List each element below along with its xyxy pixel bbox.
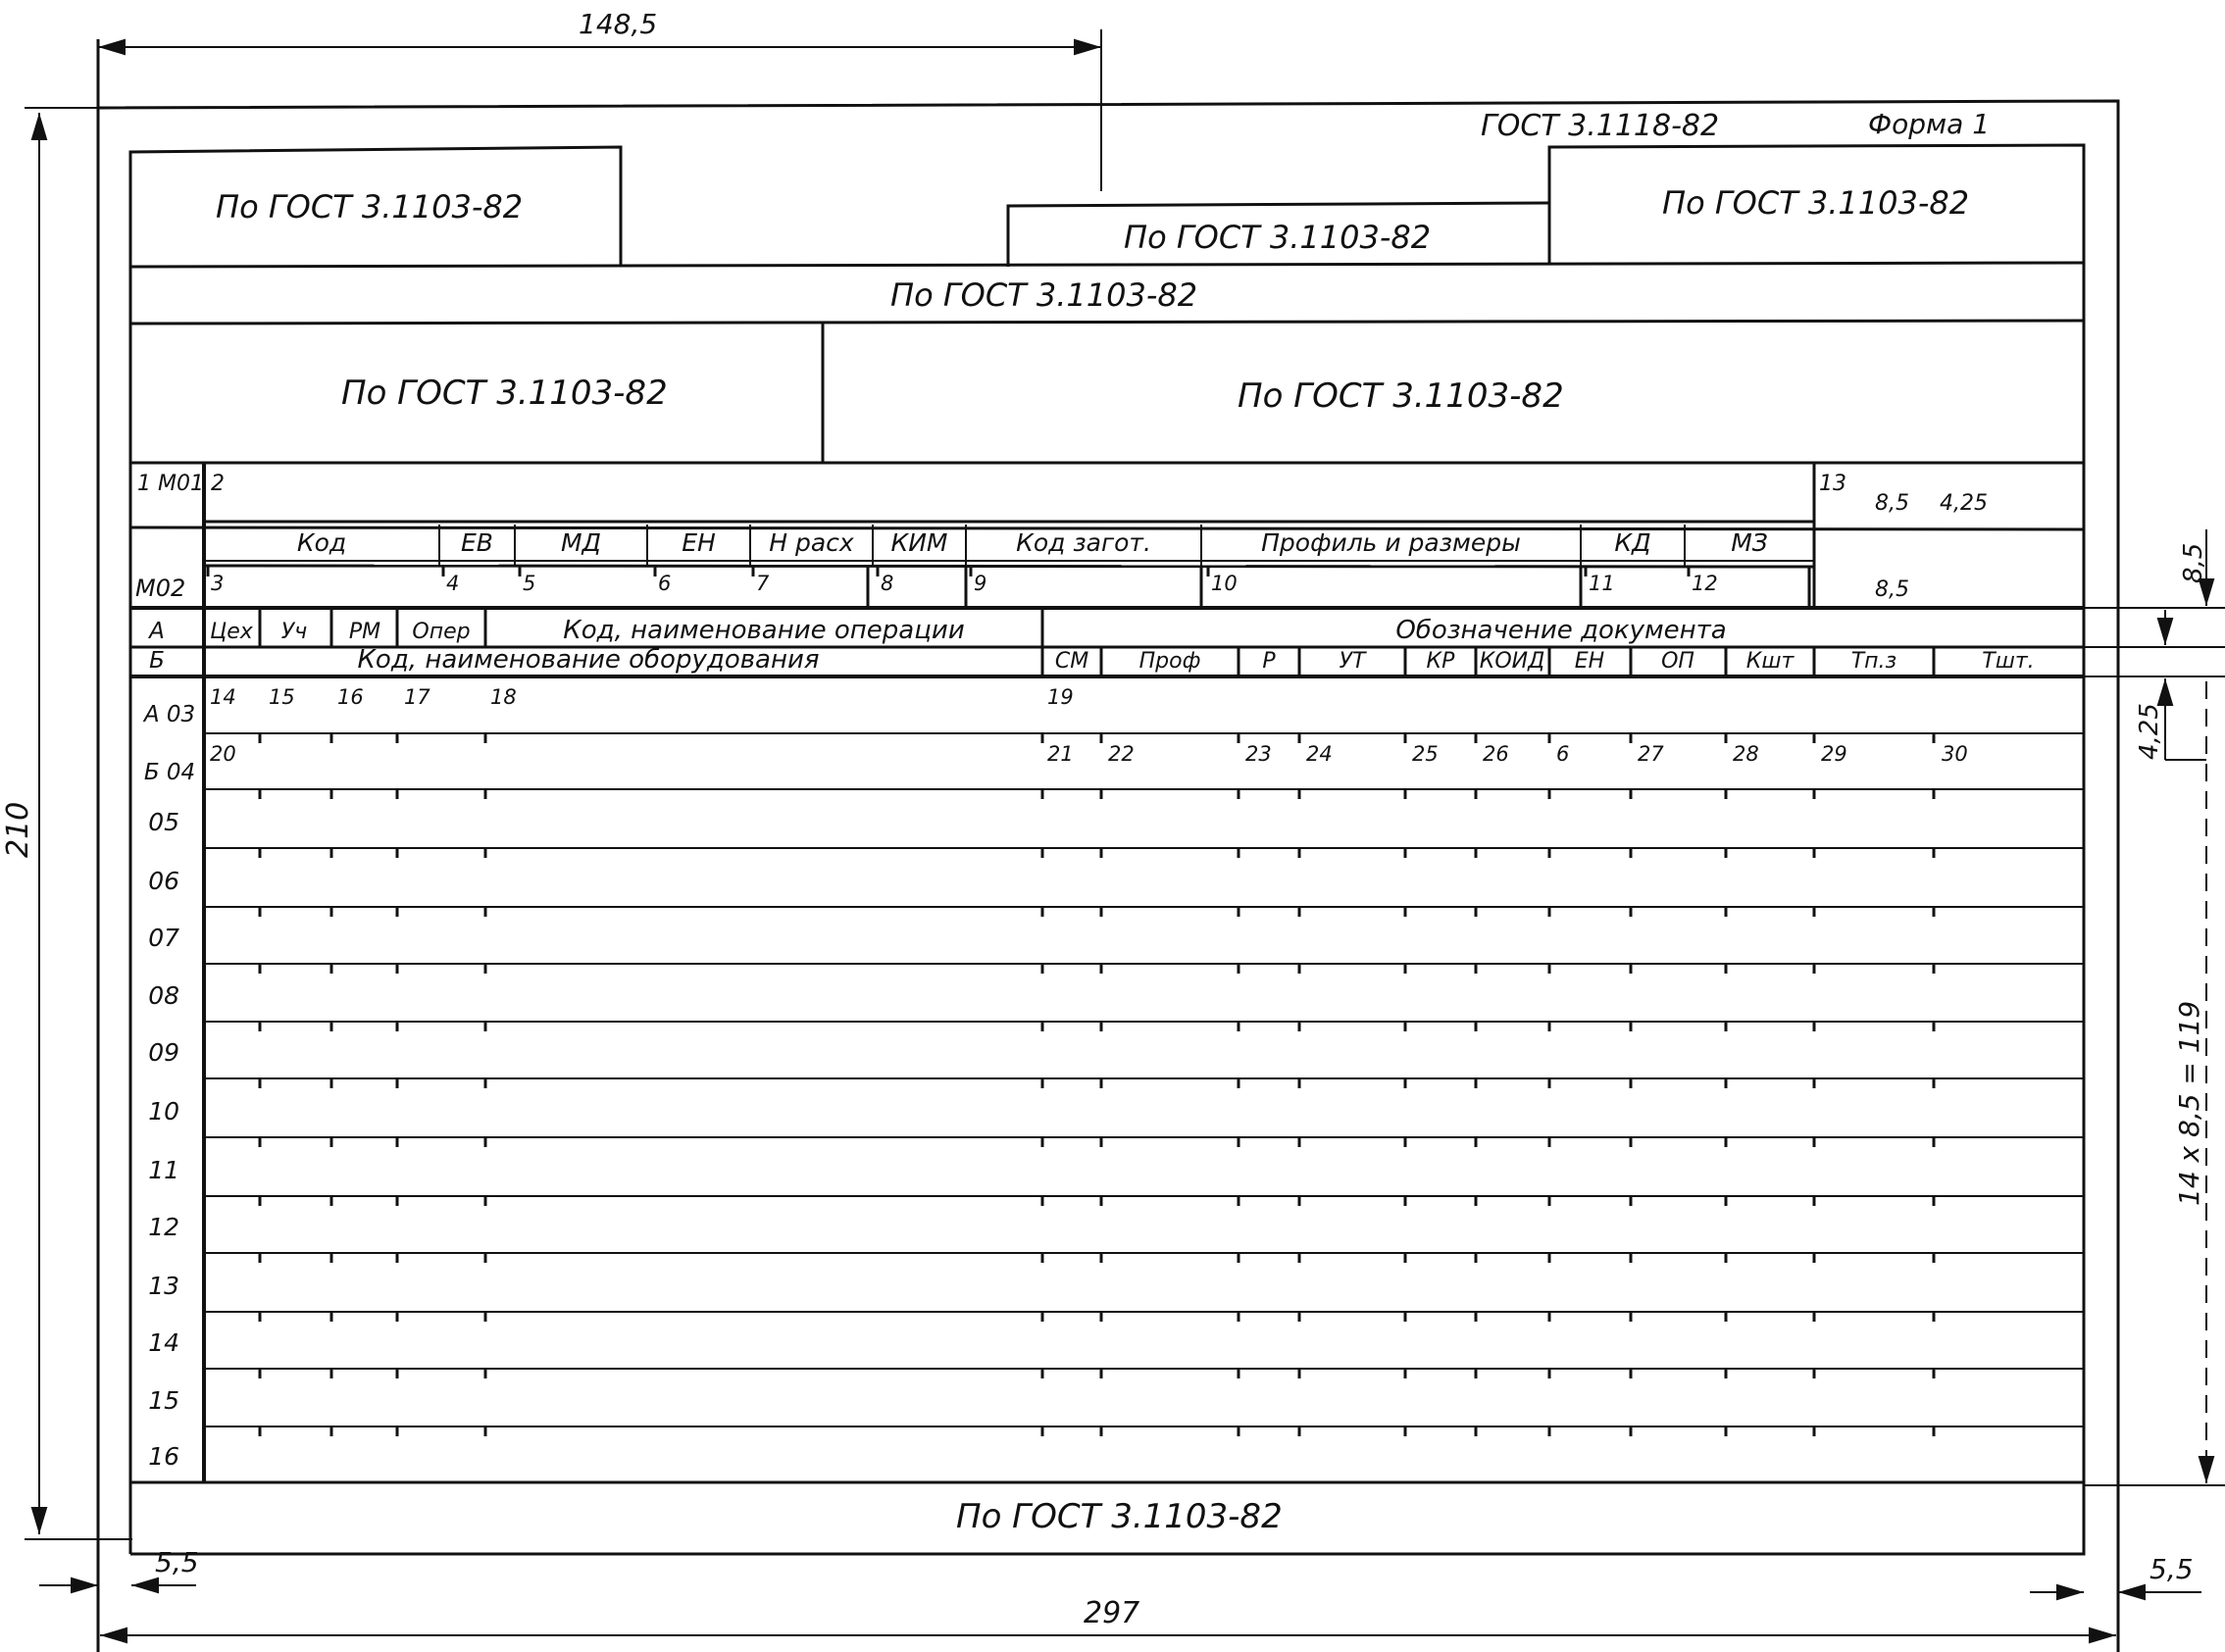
b04-field-num: 28 <box>1733 742 1759 766</box>
b04-field-num: 29 <box>1821 742 1847 766</box>
standard-number: ГОСТ 3.1118-82 <box>1481 109 1720 143</box>
m02-field-num: 6 <box>658 572 672 595</box>
m02-field-num: 11 <box>1589 572 1615 595</box>
a-header-cell: Код, наименование операции <box>563 616 965 645</box>
row-label-number: 15 <box>148 1386 179 1415</box>
b04-field-num: 20 <box>210 742 236 766</box>
ref-block-top-right: По ГОСТ 3.1103-82 <box>1662 184 1970 222</box>
row-label-number: 06 <box>148 867 179 895</box>
b-header-cell: КР <box>1426 649 1455 674</box>
m02-field-num: 8 <box>881 572 894 595</box>
form-frame <box>130 145 2084 1554</box>
b-header-cell: Кшт <box>1745 649 1795 674</box>
b04-field-num: 23 <box>1245 742 1272 766</box>
a-header-cell: Обозначение документа <box>1395 616 1727 645</box>
dim-margin-left: 5,5 <box>155 1546 199 1578</box>
row-label-number: 14 <box>148 1328 179 1357</box>
ref-block-title-row: По ГОСТ 3.1103-82 <box>890 276 1198 314</box>
m02-dim-note: 8,5 <box>1875 577 1909 602</box>
row-label-number: 09 <box>148 1038 179 1067</box>
m02-field-num: 5 <box>523 572 536 595</box>
m01-dim-note: 8,5 <box>1875 491 1909 516</box>
a03-field-num: 16 <box>337 685 364 709</box>
a-header-cell: РМ <box>348 620 381 644</box>
b-header-cell: Тп.з <box>1850 649 1897 674</box>
dim-height: 210 <box>1 801 35 858</box>
m02-header-cell: ЕВ <box>461 528 493 557</box>
m02-field-num: 9 <box>974 572 987 595</box>
a03-field-num: 19 <box>1047 685 1074 709</box>
field-num-m01-13: 13 <box>1819 472 1846 496</box>
dimension-lines <box>1 8 2225 1635</box>
b04-field-num: 21 <box>1047 742 1074 766</box>
row-label-b04: Б 04 <box>143 760 196 785</box>
b04-field-num: 27 <box>1638 742 1664 766</box>
ref-block-top-center: По ГОСТ 3.1103-82 <box>1124 219 1432 256</box>
form-number: Форма 1 <box>1868 108 1991 140</box>
a-header-cell: Уч <box>280 620 308 644</box>
m02-header-cell: Профиль и размеры <box>1261 528 1521 557</box>
a03-field-num: 17 <box>404 685 430 709</box>
m01-dim-note-2: 4,25 <box>1940 491 1988 516</box>
ref-block-left: По ГОСТ 3.1103-82 <box>341 374 668 413</box>
m02-header-cell: МД <box>560 528 602 557</box>
b-header-cell: Р <box>1262 649 1276 674</box>
b04-field-num: 24 <box>1306 742 1333 766</box>
row-label-number: 11 <box>148 1156 179 1184</box>
m02-field-num: 12 <box>1692 572 1718 595</box>
dim-half-row: 4,25 <box>2135 703 2164 760</box>
m02-field-num: 4 <box>446 572 460 595</box>
dim-row-height: 8,5 <box>2179 542 2208 583</box>
dim-top-half: 148,5 <box>579 8 658 40</box>
row-label-m02: М02 <box>135 575 186 602</box>
row-label-number: 07 <box>148 924 179 952</box>
b04-field-num: 26 <box>1483 742 1509 766</box>
m02-header-cell: ЕН <box>682 528 716 557</box>
m02-midline <box>204 566 1814 567</box>
b04-field-num: 22 <box>1108 742 1135 766</box>
row-label-number: 10 <box>148 1097 179 1126</box>
route-table <box>130 463 2084 1482</box>
dim-rows-total: 14 x 8,5 = 119 <box>2173 1000 2205 1206</box>
b-header-cell: КОИД <box>1479 649 1545 674</box>
row-label-number: 05 <box>148 808 179 836</box>
b-header-cell: Код, наименование оборудования <box>357 645 820 675</box>
m02-header-cell: Код загот. <box>1016 528 1151 557</box>
ref-block-top-left: По ГОСТ 3.1103-82 <box>216 188 524 225</box>
row-label-m01: 1 М01 <box>137 472 204 496</box>
m02-field-num: 10 <box>1211 572 1238 595</box>
m02-header-cell: МЗ <box>1731 528 1768 557</box>
row-label-number: 12 <box>148 1213 179 1241</box>
ref-block-right: По ГОСТ 3.1103-82 <box>1238 376 1564 416</box>
a-header-cell: Опер <box>412 620 471 644</box>
b-header-cell: ЕН <box>1574 649 1605 674</box>
row-label-b: Б <box>149 648 165 674</box>
b-header-cell: ОП <box>1661 649 1694 674</box>
m02-header-cell: КИМ <box>890 528 948 557</box>
dim-width: 297 <box>1084 1596 1140 1630</box>
a03-field-num: 14 <box>210 685 236 709</box>
row-label-number: 16 <box>148 1442 179 1471</box>
a03-field-num: 15 <box>269 685 295 709</box>
ref-block-bottom: По ГОСТ 3.1103-82 <box>956 1497 1283 1536</box>
field-num-m01-2: 2 <box>211 472 225 496</box>
b-header-cell: СМ <box>1054 649 1089 674</box>
b-header-cell: УТ <box>1339 649 1366 674</box>
row-label-a03: А 03 <box>143 702 196 727</box>
b-header-cell: Проф <box>1138 649 1201 674</box>
a-header-cell: Цех <box>210 620 253 644</box>
m02-header-cell: Код <box>296 528 347 557</box>
row-label-number: 13 <box>148 1272 179 1300</box>
b04-field-num: 30 <box>1942 742 1968 766</box>
row-label-a: А <box>149 619 165 644</box>
a03-field-num: 18 <box>490 685 517 709</box>
b-header-cell: Тшт. <box>1982 649 2035 674</box>
b04-field-num: 6 <box>1556 742 1570 766</box>
dim-margin-right: 5,5 <box>2149 1553 2194 1585</box>
m02-header-cell: Н расх <box>769 528 854 557</box>
m02-header-cell: КД <box>1614 528 1651 557</box>
b04-field-num: 25 <box>1412 742 1439 766</box>
row-label-number: 08 <box>148 981 179 1010</box>
m02-field-num: 7 <box>756 572 770 595</box>
m02-field-num: 3 <box>211 572 225 595</box>
